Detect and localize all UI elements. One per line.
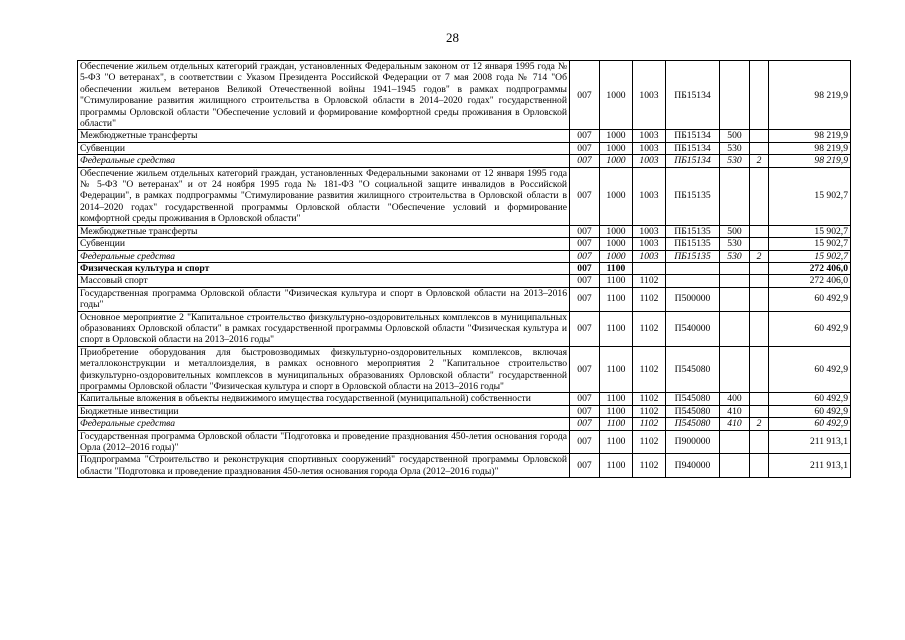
table-row xyxy=(78,393,851,405)
cell-amount: 15 902,7 xyxy=(769,225,851,237)
cell-amount: 60 492,9 xyxy=(769,393,851,405)
table-row xyxy=(78,238,851,250)
cell-funding-source xyxy=(750,287,769,311)
row-description: Федеральные средства xyxy=(78,418,570,430)
cell-subsection-code: 1102 xyxy=(633,405,666,417)
row-description: Подпрограмма "Строительство и реконструкция спортивных сооружений" государственной программы Орловской области "Подготовка и проведение празднования 450-летия основания города Орла (2012–2016 годы)" xyxy=(78,454,570,478)
table-row xyxy=(78,454,851,478)
table-row xyxy=(78,311,851,346)
cell-grbs-code: 007 xyxy=(570,238,600,250)
cell-target-article: П940000 xyxy=(666,454,720,478)
cell-section-code: 1000 xyxy=(600,167,633,225)
cell-target-article: ПБ15134 xyxy=(666,155,720,167)
cell-subsection-code: 1102 xyxy=(633,418,666,430)
cell-amount: 272 406,0 xyxy=(769,262,851,274)
cell-expense-type xyxy=(720,346,750,393)
cell-target-article: П500000 xyxy=(666,287,720,311)
cell-funding-source xyxy=(750,142,769,154)
cell-grbs-code: 007 xyxy=(570,430,600,454)
cell-expense-type xyxy=(720,311,750,346)
row-description: Обеспечение жильем отдельных категорий граждан, установленных Федеральным законом от 12 января 1995 года № 5-ФЗ "О ветеранах", в соответствии с Указом Президента Российской Федерации от 7 мая 2008 года № 714 "Об обеспечении жильем ветеранов Великой Отечественной войны 1941–1945 годов" в рамках подпрограммы "Стимулирование развития жилищного строительства в Орловской области в 2014–2020 годах" государственной программы Орловской области "Обеспечение условий и формирование комфортной среды проживания в Орловской области" xyxy=(78,61,570,130)
cell-amount: 60 492,9 xyxy=(769,405,851,417)
cell-grbs-code: 007 xyxy=(570,275,600,287)
cell-section-code: 1100 xyxy=(600,405,633,417)
cell-target-article: ПБ15135 xyxy=(666,167,720,225)
cell-expense-type: 530 xyxy=(720,250,750,262)
cell-grbs-code: 007 xyxy=(570,61,600,130)
table-row xyxy=(78,346,851,393)
cell-amount: 60 492,9 xyxy=(769,287,851,311)
cell-grbs-code: 007 xyxy=(570,311,600,346)
cell-subsection-code: 1003 xyxy=(633,61,666,130)
cell-target-article: П545080 xyxy=(666,405,720,417)
cell-expense-type xyxy=(720,262,750,274)
row-description: Субвенции xyxy=(78,238,570,250)
cell-expense-type: 530 xyxy=(720,238,750,250)
cell-subsection-code: 1102 xyxy=(633,393,666,405)
row-description: Физическая культура и спорт xyxy=(78,262,570,274)
cell-funding-source xyxy=(750,405,769,417)
cell-expense-type xyxy=(720,454,750,478)
cell-amount: 98 219,9 xyxy=(769,130,851,142)
cell-subsection-code: 1003 xyxy=(633,250,666,262)
cell-funding-source: 2 xyxy=(750,155,769,167)
cell-section-code: 1000 xyxy=(600,250,633,262)
cell-section-code: 1000 xyxy=(600,238,633,250)
cell-section-code: 1000 xyxy=(600,61,633,130)
cell-target-article: П900000 xyxy=(666,430,720,454)
cell-amount: 98 219,9 xyxy=(769,142,851,154)
cell-expense-type xyxy=(720,167,750,225)
table-row xyxy=(78,61,851,130)
row-description: Государственная программа Орловской области "Физическая культура и спорт в Орловской области на 2013–2016 годы" xyxy=(78,287,570,311)
cell-section-code: 1000 xyxy=(600,225,633,237)
cell-amount: 60 492,9 xyxy=(769,418,851,430)
cell-section-code: 1000 xyxy=(600,130,633,142)
cell-target-article: ПБ15135 xyxy=(666,250,720,262)
cell-grbs-code: 007 xyxy=(570,287,600,311)
cell-section-code: 1100 xyxy=(600,418,633,430)
page-number: 28 xyxy=(446,30,459,45)
row-description: Межбюджетные трансферты xyxy=(78,225,570,237)
cell-amount: 60 492,9 xyxy=(769,311,851,346)
row-description: Бюджетные инвестиции xyxy=(78,405,570,417)
table-row xyxy=(78,250,851,262)
cell-section-code: 1100 xyxy=(600,311,633,346)
cell-subsection-code: 1003 xyxy=(633,225,666,237)
cell-target-article: П545080 xyxy=(666,418,720,430)
cell-amount: 15 902,7 xyxy=(769,167,851,225)
cell-section-code: 1100 xyxy=(600,430,633,454)
cell-amount: 98 219,9 xyxy=(769,155,851,167)
cell-target-article xyxy=(666,275,720,287)
cell-section-code: 1000 xyxy=(600,142,633,154)
cell-subsection-code: 1003 xyxy=(633,155,666,167)
cell-target-article: П545080 xyxy=(666,393,720,405)
cell-expense-type: 500 xyxy=(720,225,750,237)
cell-subsection-code: 1102 xyxy=(633,275,666,287)
table-row xyxy=(78,155,851,167)
cell-target-article: ПБ15134 xyxy=(666,130,720,142)
cell-amount: 272 406,0 xyxy=(769,275,851,287)
table-row xyxy=(78,275,851,287)
cell-funding-source: 2 xyxy=(750,250,769,262)
row-description: Приобретение оборудования для быстровозводимых физкультурно-оздоровительных комплексов, включая металлоконструкции и металлоизделия, в рамках основного мероприятия 2 "Капитальное строительство физкультурно-оздоровительных комплексов в муниципальных образованиях Орловской области" государственной программы Орловской области "Физическая культура и спорт в Орловской области на 2013–2016 годы" xyxy=(78,346,570,393)
row-description: Капитальные вложения в объекты недвижимого имущества государственной (муниципальной) собственности xyxy=(78,393,570,405)
cell-expense-type: 410 xyxy=(720,405,750,417)
row-description: Федеральные средства xyxy=(78,155,570,167)
cell-grbs-code: 007 xyxy=(570,167,600,225)
cell-subsection-code xyxy=(633,262,666,274)
cell-section-code: 1100 xyxy=(600,346,633,393)
cell-funding-source xyxy=(750,238,769,250)
cell-grbs-code: 007 xyxy=(570,225,600,237)
cell-section-code: 1000 xyxy=(600,155,633,167)
cell-expense-type xyxy=(720,287,750,311)
row-description: Межбюджетные трансферты xyxy=(78,130,570,142)
table-row xyxy=(78,225,851,237)
cell-expense-type xyxy=(720,61,750,130)
cell-expense-type: 500 xyxy=(720,130,750,142)
cell-expense-type: 410 xyxy=(720,418,750,430)
cell-grbs-code: 007 xyxy=(570,155,600,167)
cell-subsection-code: 1003 xyxy=(633,167,666,225)
cell-grbs-code: 007 xyxy=(570,393,600,405)
table-row xyxy=(78,405,851,417)
cell-grbs-code: 007 xyxy=(570,130,600,142)
cell-grbs-code: 007 xyxy=(570,142,600,154)
row-description: Основное мероприятие 2 "Капитальное строительство физкультурно-оздоровительных комплексов в муниципальных образованиях Орловской области" в рамках государственной программы Орловской области "Физическая культура и спорт в Орловской области на 2013–2016 годы" xyxy=(78,311,570,346)
cell-amount: 60 492,9 xyxy=(769,346,851,393)
row-description: Государственная программа Орловской области "Подготовка и проведение празднования 450-летия основания города Орла (2012–2016 годы)" xyxy=(78,430,570,454)
cell-amount: 211 913,1 xyxy=(769,430,851,454)
cell-target-article: П540000 xyxy=(666,311,720,346)
cell-subsection-code: 1102 xyxy=(633,430,666,454)
cell-expense-type xyxy=(720,430,750,454)
cell-section-code: 1100 xyxy=(600,287,633,311)
table-row xyxy=(78,167,851,225)
table-row xyxy=(78,430,851,454)
cell-subsection-code: 1003 xyxy=(633,238,666,250)
table-row xyxy=(78,418,851,430)
table-row xyxy=(78,130,851,142)
cell-subsection-code: 1102 xyxy=(633,311,666,346)
cell-funding-source xyxy=(750,275,769,287)
cell-funding-source xyxy=(750,61,769,130)
cell-amount: 15 902,7 xyxy=(769,250,851,262)
cell-target-article: ПБ15134 xyxy=(666,61,720,130)
cell-expense-type: 530 xyxy=(720,155,750,167)
cell-amount: 98 219,9 xyxy=(769,61,851,130)
cell-target-article xyxy=(666,262,720,274)
cell-subsection-code: 1003 xyxy=(633,142,666,154)
cell-funding-source xyxy=(750,167,769,225)
budget-table xyxy=(77,60,851,478)
cell-target-article: П545080 xyxy=(666,346,720,393)
cell-section-code: 1100 xyxy=(600,262,633,274)
cell-grbs-code: 007 xyxy=(570,250,600,262)
cell-funding-source xyxy=(750,225,769,237)
cell-target-article: ПБ15135 xyxy=(666,238,720,250)
cell-expense-type: 530 xyxy=(720,142,750,154)
cell-section-code: 1100 xyxy=(600,275,633,287)
cell-subsection-code: 1102 xyxy=(633,346,666,393)
cell-funding-source xyxy=(750,430,769,454)
cell-grbs-code: 007 xyxy=(570,346,600,393)
table-row xyxy=(78,287,851,311)
cell-funding-source xyxy=(750,454,769,478)
cell-grbs-code: 007 xyxy=(570,418,600,430)
cell-funding-source xyxy=(750,262,769,274)
cell-amount: 211 913,1 xyxy=(769,454,851,478)
row-description: Субвенции xyxy=(78,142,570,154)
cell-grbs-code: 007 xyxy=(570,262,600,274)
cell-subsection-code: 1003 xyxy=(633,130,666,142)
cell-expense-type: 400 xyxy=(720,393,750,405)
cell-funding-source xyxy=(750,393,769,405)
cell-funding-source xyxy=(750,130,769,142)
cell-target-article: ПБ15135 xyxy=(666,225,720,237)
cell-amount: 15 902,7 xyxy=(769,238,851,250)
cell-section-code: 1100 xyxy=(600,393,633,405)
cell-grbs-code: 007 xyxy=(570,405,600,417)
cell-grbs-code: 007 xyxy=(570,454,600,478)
table-row xyxy=(78,142,851,154)
cell-section-code: 1100 xyxy=(600,454,633,478)
cell-funding-source: 2 xyxy=(750,418,769,430)
cell-target-article: ПБ15134 xyxy=(666,142,720,154)
cell-subsection-code: 1102 xyxy=(633,287,666,311)
cell-expense-type xyxy=(720,275,750,287)
row-description: Массовый спорт xyxy=(78,275,570,287)
row-description: Обеспечение жильем отдельных категорий граждан, установленных Федеральными законами от 12 января 1995 года № 5-ФЗ "О ветеранах" и от 24 ноября 1995 года № 181-ФЗ "О социальной защите инвалидов в Российской Федерации", в рамках подпрограммы "Стимулирование развития жилищного строительства в Орловской области в 2014–2020 годах" государственной программы Орловской области "Обеспечение условий и формирование комфортной среды проживания в Орловской области" xyxy=(78,167,570,225)
cell-funding-source xyxy=(750,311,769,346)
cell-subsection-code: 1102 xyxy=(633,454,666,478)
row-description: Федеральные средства xyxy=(78,250,570,262)
cell-funding-source xyxy=(750,346,769,393)
table-row xyxy=(78,262,851,274)
